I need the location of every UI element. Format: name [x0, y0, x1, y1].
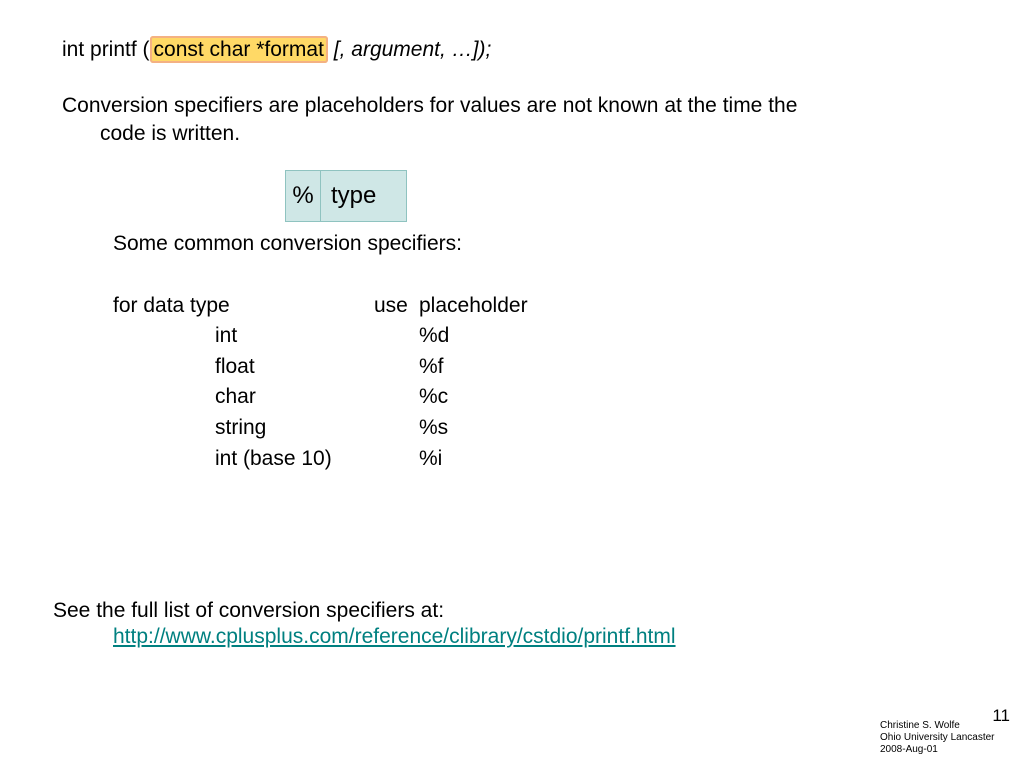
list-item-type: int [215, 324, 238, 347]
description-paragraph [62, 92, 982, 148]
slide-date: 2008-Aug-01 [880, 744, 938, 755]
list-item-placeholder: %i [419, 447, 443, 470]
institution-name: Ohio University Lancaster [880, 732, 995, 743]
slide-credits [880, 720, 995, 756]
author-name: Christine S. Wolfe [880, 720, 960, 731]
format-parameter-highlight: const char *format [150, 36, 328, 63]
signature-prefix: int printf ( [62, 38, 150, 61]
header-use: use [374, 294, 408, 317]
list-item-placeholder: %f [419, 355, 444, 378]
list-item-placeholder: %s [419, 416, 449, 439]
list-item-placeholder: %c [419, 385, 449, 408]
description-line-2: code is written. [100, 122, 241, 145]
list-item-type: string [215, 416, 267, 439]
reference-link[interactable]: http://www.cplusplus.com/reference/clibrary/cstdio/printf.html [113, 625, 676, 648]
list-item-placeholder: %d [419, 324, 450, 347]
specifiers-title: Some common conversion specifiers: [113, 232, 462, 255]
signature-suffix: [, argument, …]); [327, 38, 492, 61]
reference-text: See the full list of conversion specifiers at: [53, 599, 445, 622]
specifier-format-row [286, 171, 407, 222]
specifier-format-table [285, 170, 407, 222]
description-line-1: Conversion specifiers are placeholders for values are not known at the time the [62, 94, 798, 117]
header-placeholder: placeholder [419, 294, 528, 317]
printf-signature [62, 36, 491, 64]
header-data-type: for data type [113, 294, 230, 317]
page-number: 11 [992, 706, 1010, 725]
list-item-type: float [215, 355, 255, 378]
percent-cell: % [286, 171, 321, 222]
list-item-type: char [215, 385, 256, 408]
list-item-type: int (base 10) [215, 447, 332, 470]
type-cell: type [321, 171, 407, 222]
